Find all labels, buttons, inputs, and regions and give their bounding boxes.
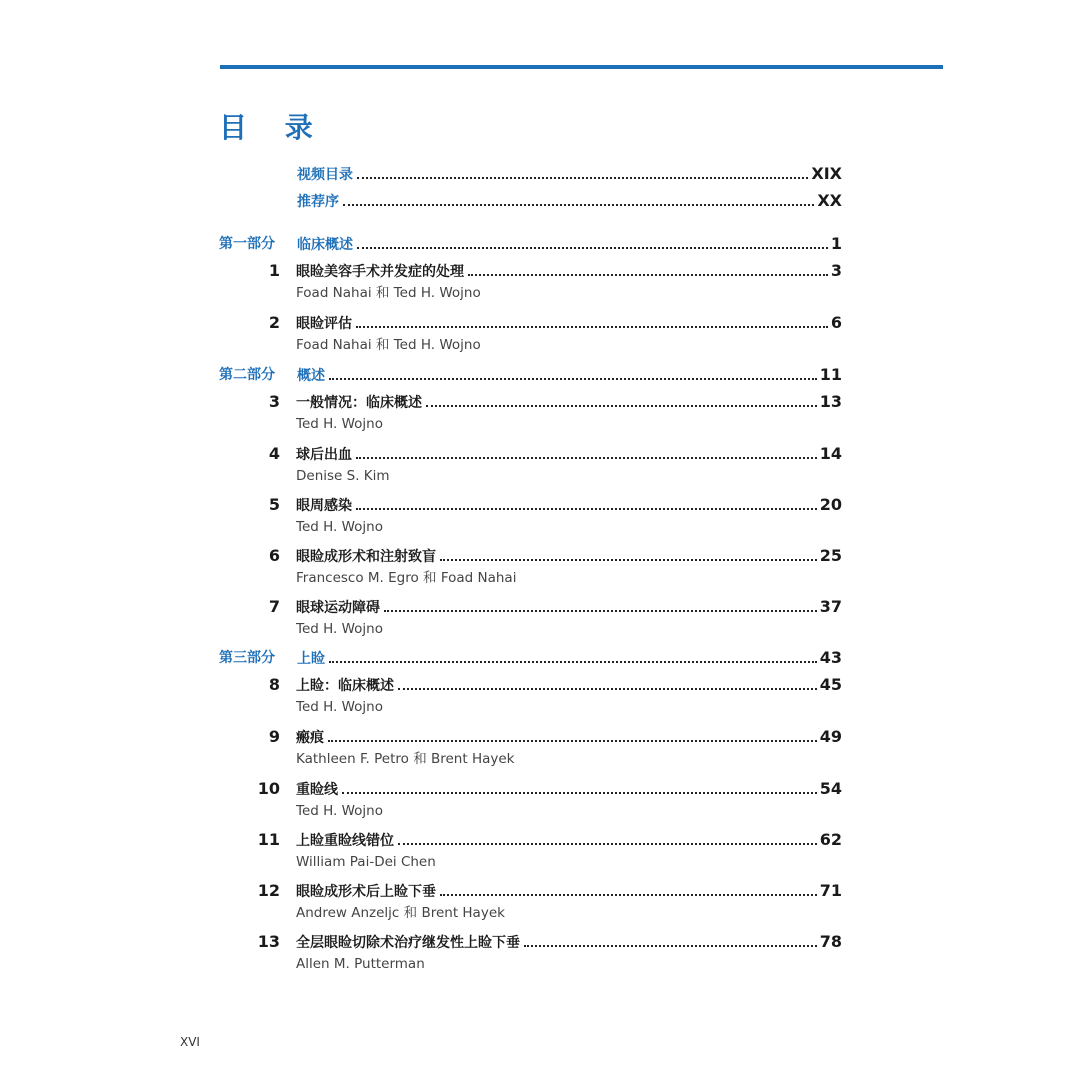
- chapter-number: 10: [257, 779, 280, 798]
- chapter-title-line: [296, 726, 842, 748]
- entry-title: 球后出血: [296, 447, 352, 463]
- chapter-row: [0, 312, 1086, 353]
- part-label: 第三部分: [219, 650, 275, 666]
- chapter-authors: William Pai-Dei Chen: [296, 854, 436, 870]
- chapter-title-line: [296, 880, 842, 902]
- entry-title: 眼睑成形术后上睑下垂: [296, 884, 436, 900]
- part-row: [0, 647, 1086, 669]
- chapter-number: 2: [268, 313, 280, 332]
- chapter-authors: Foad Nahai 和 Ted H. Wojno: [296, 337, 481, 353]
- part-title-line: [297, 647, 842, 669]
- front-matter-line: [297, 163, 842, 185]
- chapter-title-line: [296, 545, 842, 567]
- chapter-authors: Denise S. Kim: [296, 468, 390, 484]
- chapter-title-line: [296, 443, 842, 465]
- chapter-authors: Francesco M. Egro 和 Foad Nahai: [296, 570, 517, 586]
- chapter-authors: Ted H. Wojno: [296, 803, 383, 819]
- entry-title: 眼睑美容手术并发症的处理: [296, 264, 464, 280]
- chapter-row: [0, 778, 1086, 819]
- entry-page: 14: [819, 444, 842, 463]
- part-row: [0, 233, 1086, 255]
- dot-leader: [328, 740, 817, 742]
- entry-title: 视频目录: [297, 167, 353, 183]
- chapter-row: [0, 880, 1086, 921]
- dot-leader: [426, 405, 817, 407]
- chapter-title-line: [296, 674, 842, 696]
- dot-leader: [468, 274, 828, 276]
- front-matter-row: [0, 163, 1086, 185]
- chapter-number: 1: [268, 261, 280, 280]
- entry-page: 78: [819, 932, 842, 951]
- chapter-authors: Allen M. Putterman: [296, 956, 425, 972]
- chapter-number: 6: [268, 546, 280, 565]
- chapter-title-line: [296, 596, 842, 618]
- chapter-number: 3: [268, 392, 280, 411]
- dot-leader: [342, 792, 817, 794]
- entry-title: 上睑: [297, 651, 325, 667]
- part-title-line: [297, 233, 842, 255]
- page-number: XVI: [180, 1035, 200, 1049]
- entry-title: 概述: [297, 368, 325, 384]
- dot-leader: [343, 204, 814, 206]
- dot-leader: [356, 326, 828, 328]
- part-row: [0, 364, 1086, 386]
- entry-title: 推荐序: [297, 194, 339, 210]
- chapter-number: 4: [268, 444, 280, 463]
- dot-leader: [398, 843, 817, 845]
- dot-leader: [384, 610, 817, 612]
- chapter-row: [0, 391, 1086, 432]
- dot-leader: [357, 177, 808, 179]
- dot-leader: [356, 457, 817, 459]
- chapter-title-line: [296, 829, 842, 851]
- entry-page: 45: [819, 675, 842, 694]
- entry-title: 眼睑评估: [296, 316, 352, 332]
- chapter-title-line: [296, 312, 842, 334]
- entry-title: 上睑：临床概述: [296, 678, 394, 694]
- chapter-authors: Ted H. Wojno: [296, 519, 383, 535]
- entry-page: 1: [830, 234, 842, 253]
- dot-leader: [329, 661, 817, 663]
- entry-page: 49: [819, 727, 842, 746]
- chapter-row: [0, 931, 1086, 972]
- dot-leader: [329, 378, 817, 380]
- part-label: 第二部分: [219, 367, 275, 383]
- dot-leader: [524, 945, 817, 947]
- entry-title: 眼睑成形术和注射致盲: [296, 549, 436, 565]
- entry-page: 71: [819, 881, 842, 900]
- chapter-row: [0, 674, 1086, 715]
- entry-title: 眼周感染: [296, 498, 352, 514]
- chapter-authors: Foad Nahai 和 Ted H. Wojno: [296, 285, 481, 301]
- chapter-authors: Ted H. Wojno: [296, 621, 383, 637]
- entry-page: 62: [819, 830, 842, 849]
- entry-page: 11: [819, 365, 842, 384]
- front-matter-line: [297, 190, 842, 212]
- part-title-line: [297, 364, 842, 386]
- chapter-authors: Ted H. Wojno: [296, 416, 383, 432]
- entry-page: 13: [819, 392, 842, 411]
- chapter-title-line: [296, 260, 842, 282]
- entry-page: 20: [819, 495, 842, 514]
- entry-title: 一般情况：临床概述: [296, 395, 422, 411]
- entry-title: 临床概述: [297, 237, 353, 253]
- entry-page: 3: [830, 261, 842, 280]
- entry-title: 眼球运动障碍: [296, 600, 380, 616]
- dot-leader: [356, 508, 817, 510]
- chapter-row: [0, 829, 1086, 870]
- chapter-row: [0, 596, 1086, 637]
- front-matter-row: [0, 190, 1086, 212]
- entry-page: XIX: [811, 164, 842, 183]
- chapter-title-line: [296, 931, 842, 953]
- chapter-row: [0, 726, 1086, 767]
- chapter-row: [0, 443, 1086, 484]
- header-rule: [220, 65, 943, 69]
- page-title: 目 录: [219, 111, 327, 144]
- chapter-title-line: [296, 391, 842, 413]
- entry-title: 上睑重睑线错位: [296, 833, 394, 849]
- entry-page: 54: [819, 779, 842, 798]
- chapter-number: 12: [257, 881, 280, 900]
- chapter-number: 13: [257, 932, 280, 951]
- dot-leader: [357, 247, 828, 249]
- part-label: 第一部分: [219, 236, 275, 252]
- chapter-row: [0, 494, 1086, 535]
- chapter-number: 9: [268, 727, 280, 746]
- chapter-title-line: [296, 494, 842, 516]
- entry-title: 瘢痕: [296, 730, 324, 746]
- chapter-authors: Ted H. Wojno: [296, 699, 383, 715]
- chapter-number: 7: [268, 597, 280, 616]
- entry-page: 25: [819, 546, 842, 565]
- chapter-row: [0, 260, 1086, 301]
- entry-page: 43: [819, 648, 842, 667]
- entry-title: 重睑线: [296, 782, 338, 798]
- chapter-authors: Andrew Anzeljc 和 Brent Hayek: [296, 905, 505, 921]
- chapter-number: 8: [268, 675, 280, 694]
- dot-leader: [440, 894, 817, 896]
- chapter-title-line: [296, 778, 842, 800]
- entry-page: 37: [819, 597, 842, 616]
- entry-title: 全层眼睑切除术治疗继发性上睑下垂: [296, 935, 520, 951]
- dot-leader: [398, 688, 817, 690]
- chapter-row: [0, 545, 1086, 586]
- chapter-number: 5: [268, 495, 280, 514]
- entry-page: XX: [817, 191, 842, 210]
- chapter-number: 11: [257, 830, 280, 849]
- dot-leader: [440, 559, 817, 561]
- entry-page: 6: [830, 313, 842, 332]
- chapter-authors: Kathleen F. Petro 和 Brent Hayek: [296, 751, 515, 767]
